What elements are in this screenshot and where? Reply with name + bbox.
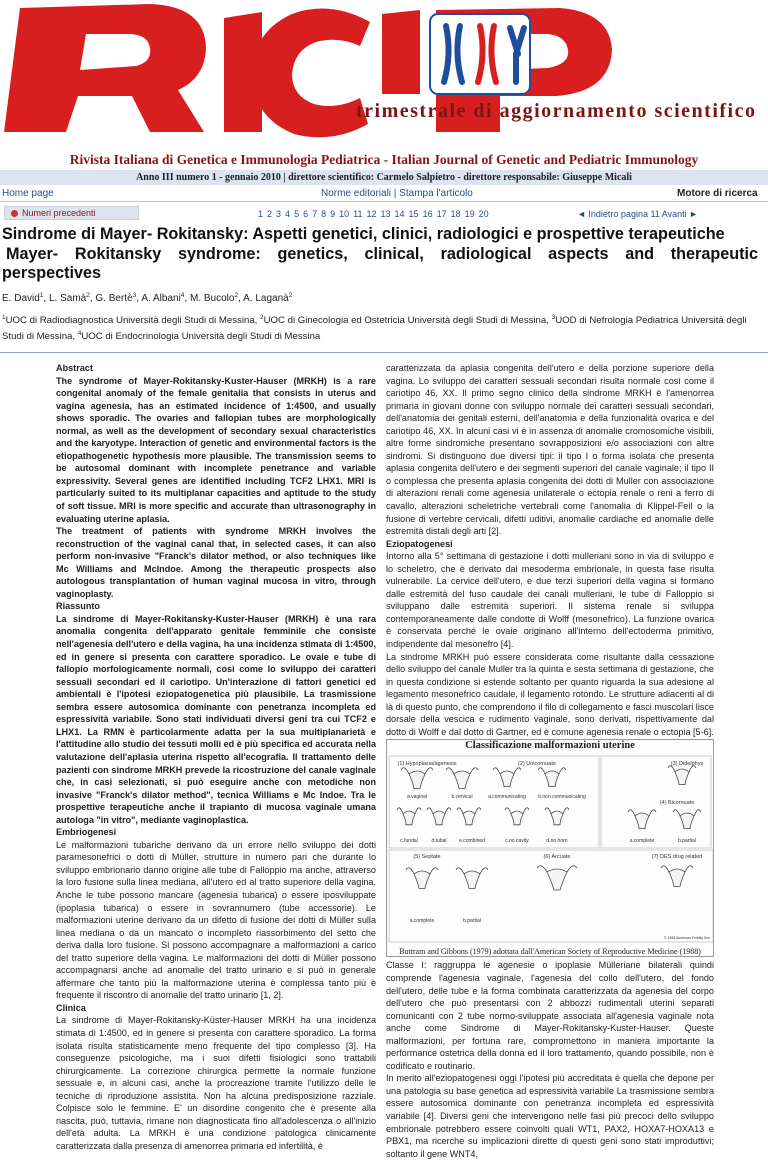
page-number-link[interactable]: 4 <box>285 209 291 219</box>
page-number-link[interactable]: 12 <box>366 209 377 219</box>
panel-label: (3) Didelphys <box>670 761 704 768</box>
panel-label: (7) DES drug related <box>651 854 703 861</box>
article-title <box>2 225 758 284</box>
affiliation: UOD di Nefrologia Pediatrica <box>555 315 679 326</box>
ricip-logo <box>0 0 768 150</box>
panel-sub: a.complete <box>409 918 435 925</box>
panel-sub: b.non communicating <box>538 794 586 801</box>
panel-sub: c.no cavity <box>505 838 529 845</box>
page-number-link[interactable]: 16 <box>422 209 433 219</box>
uterus-shape <box>511 811 523 825</box>
affil-sup: 1 <box>2 314 6 321</box>
page-number-link[interactable]: 7 <box>312 209 318 219</box>
abstract-text-2: The treatment of patients with syndrome MRKH involves the reconstruction of the vaginal canal that, in selected cases, it can also perform non-invasive "Franck's dilator method, or also techniques like Mc Williams and McIndoe. Among the therapeutic prospects also autologous transplantation of human vaginal mucosa in vitro, through vaginoplasty. <box>56 526 376 599</box>
page-number-link[interactable]: 8 <box>321 209 327 219</box>
chromosome-emblem <box>430 14 530 94</box>
author-name: M. Bucolo <box>189 293 235 304</box>
affiliation: UOC di Endocrinologia Università degli Studi di Messina <box>81 331 321 342</box>
logo-letter-i-2 <box>382 10 420 94</box>
right-column <box>386 362 714 1160</box>
page-number-link[interactable]: 10 <box>339 209 350 219</box>
panel-sub: b.partial <box>678 838 696 845</box>
panel-label: (5) Septate <box>413 854 441 861</box>
embriogenesi-text: Le malformazioni tubariche derivano da un errore nello sviluppo dei dotti paramesonefrici o dotti di Müller, strutture in numero pari che durante lo sviluppo embrionario danno origine alle tube di Falloppio ma anche, attraverso la loro fusione sulla linea mediana, all'utero ed al tratto superiore della vagina. Anche le tube possono mancare (agenesia tubarica) o essere iposviluppate (ipoplasia tubarica) o essere in sovrannumero (tube accessorie). Le malformazioni uterine derivano da un difetto di fusione dei dotti di Müller sulla linea mediana o da un mancato o incompleto riassorbimento del setto che deriva dalla loro fusione. Si possono accompagnare a malformazioni a carico del tratto superiore della vagina. Le malformazioni dei dotti di Müller possono accompagnarsi anche ad anomalie del tratto urinario e si può in generale affermare che tanto più la malformazione uterina è complessa tanto più è frequente il riscontro di anomalie del tratto urinario [1, 2]. <box>56 839 376 1001</box>
panel-sub: a.communicating <box>488 794 526 801</box>
panel-box <box>389 850 713 942</box>
author-sup: 2 <box>288 292 293 299</box>
eziopatogenesi-text-2: La sindrome MRKH può essere considerata come risultante dalla cessazione dello sviluppo del canale Muller tra la quinta e sesta settimana di gestazione, che in questa condizione si estende soltanto per quanto riguarda la sua adesione al legamento mesonefrico caudale, il legamento rotondo. Le strutture adiacenti al di là di questo punto, che comprendono il filo di collegamento e fasci muscolari lisce dorsale della vescica e rudimento vaginale, sono derivati, rispettivamente dal dotto di Wolff e dal dotto di Gartner, ed è comune agenesia renale o ectopia [5-6]. <box>386 651 714 737</box>
article-title-en-2: perspectives <box>2 264 101 282</box>
logo-letter-c <box>252 9 370 138</box>
page-number-link[interactable]: 13 <box>380 209 391 219</box>
panel-sub: c.fundal <box>400 838 418 845</box>
author-sup: 2 <box>234 292 239 299</box>
affiliation: Università degli Studi di Messina, <box>2 315 747 342</box>
panel-sub: b.cervical <box>451 794 473 801</box>
page-number-link[interactable]: 11 <box>353 209 363 219</box>
page-number-link[interactable]: 18 <box>450 209 461 219</box>
panel-label: (6) Arcuate <box>543 854 571 861</box>
bullet-icon <box>11 210 18 217</box>
affil-sup: 2 <box>260 314 264 321</box>
affil-sup: 3 <box>551 314 556 321</box>
nav-divider <box>0 201 768 202</box>
uterus-shape <box>500 771 514 787</box>
panel-label: (1) Hypoplasia/agenesis <box>397 761 457 768</box>
panel-sub: d.tubal <box>431 838 447 845</box>
clinica-heading: Clinica <box>56 1002 86 1013</box>
panel-box <box>601 756 711 848</box>
author-name: L. Samà <box>48 293 87 304</box>
page-number-link[interactable]: 2 <box>267 209 273 219</box>
clinica-text: La sindrome di Mayer-Rokitansky-Küster-Hauser MRKH ha una incidenza stimata di 1:4500, ed in genere si presenta con carattere sporadico. La forma isolata risulta statisticamente meno frequente del tipo complesso [3]. Ha conseguenze psicologiche, ma i suoi difetti fisiologici sono trattabili chirurgicamente. La correzione chirurgica permette la normale funzione sessuale e, in alcuni casi, anche la procreazione tramite l'utilizzo delle le tecniche di riproduzione assistita. Non ha alcuna predisposizione razziale. Colpisce solo le femmine. E' un disordine congenito che è presente alla nascita, può, tuttavia, rimane non diagnosticata fino all'adolescenza o all'inizio dell'età adulta. La MRKH è una condizione patologica clinicamente caratterizzata dalla presenza di amenorrea primaria ed infertilità, è <box>56 1015 376 1151</box>
eziopatogenesi-text: Intorno alla 5° settimana di gestazione i dotti mulleriani sono in via di sviluppo e lo scheletro, che è derivato dal mesoderma embrionale, in questa fase risulta vulnerabile. La cervice dell'utero, e due terzi superiori della vagina si formano dalle estremità del fuso caudale dei canali mulleriani, le tube di Falloppio si sviluppano dalle estremità superiori. Il sistema renale si sviluppa contemporaneamente dalle condotte di Wolff (mesonefrico). La funzione ovarica è conservata perché le ovaie originano all'interno dell'ectoderma primitivo, indipendente dal mesonefro [4]. <box>386 551 714 650</box>
uterus-shape <box>680 813 694 829</box>
figure-drawing <box>387 754 713 946</box>
logo-tagline: trimestrale di aggiornamento scientifico <box>356 100 757 122</box>
author-name: A. Albani <box>141 293 181 304</box>
page-number-link[interactable]: 9 <box>330 209 336 219</box>
affil-sup: 4 <box>77 330 82 337</box>
page-number-link[interactable]: 17 <box>436 209 447 219</box>
author-sup: 4 <box>180 292 185 299</box>
panel-label: (2) Unicornuate <box>518 761 556 768</box>
page-number-link[interactable]: 15 <box>408 209 419 219</box>
riassunto-heading: Riassunto <box>56 601 100 612</box>
author-sup: 3 <box>132 292 137 299</box>
uterus-shape <box>669 869 685 886</box>
author-name: A. Laganà <box>243 293 289 304</box>
panel-sub: d.no horn <box>546 838 568 845</box>
header-divider <box>0 352 768 353</box>
page-number-link[interactable]: 1 <box>258 209 264 219</box>
panel-sub: b.partial <box>463 918 481 925</box>
uterus-shape <box>463 811 475 825</box>
article-title-en: Mayer- Rokitansky syndrome: genetics, clinical, radiological aspects and therapeutic <box>6 244 758 263</box>
uterine-malformation-figure <box>386 739 714 957</box>
page-number-link[interactable]: 19 <box>464 209 475 219</box>
uterus-shape <box>545 771 559 787</box>
eziopatogenesi-heading: Eziopatogenesi <box>386 538 453 549</box>
abstract-heading: Abstract <box>56 363 93 373</box>
previous-issues-label: Numeri precedenti <box>22 208 96 218</box>
uterus-shape <box>551 811 563 825</box>
panel-sub: a.vaginal <box>406 794 428 801</box>
uterus-shape <box>464 871 480 888</box>
norme-stampa-link[interactable]: Norme editoriali | Stampa l'articolo <box>321 188 473 199</box>
logo-letter-r <box>4 4 206 132</box>
pager[interactable]: ◄ Indietro pagina 11 Avanti ► <box>577 209 699 219</box>
home-page-link[interactable]: Home page <box>2 188 54 199</box>
page-number-list <box>258 209 493 219</box>
uterus-shape <box>454 771 470 788</box>
body-paragraph: Classe I: raggruppa le agenesie o ipoplasie Mülleriane bilaterali quindi comprende l'agenesia vaginale, l'agenesia del collo dell'utero, del fondo dell'utero, delle tube e la forma combinata caratterizzata da agenesia del corpo dell'utero che può presentarsi con 2 abbozzi rudimentali uterini separati comunicanti con 2 tube normo-sviluppate associata all'agenesia vaginale nota anche come Sindrome di Mayer-Rokitansky-Kuster-Hauser. Queste malformazioni, per fortuna rare, compromettono in maniera importante la performance ostetrica della donna ed il loro trattamento, quando possibile, non è codificato e routinario. <box>386 960 714 1071</box>
body-paragraph: caratterizzata da aplasia congenita dell'utero e della porzione superiore della vagina. Lo sviluppo dei caratteri sessuali secondari risulta normale così come il cariotipo 46, XX. Il primo segno clinico della sindrome MRKH è l'amenorrea primaria in giovani donne con sviluppo normale dei caratteri sessuali secondari, dell'anatomia dei genitali esterni, dell'anatomia e della funzionalità ovarica e del cariotipo 46, XX. In alcuni casi vi è in assenza di anomalie cromosomiche visibili, altre forme sindromiche presentano sovrapposizioni e/o associazioni con altre sindromi. Si distinguono due diversi tipi: il tipo I o forma isolata che presenta aplasia congenita dell'utero e dei segmenti superiori del canale vaginale; il tipo II o complessa che presenta aplasia congenita dei dotti di Muller con associazione di alterazioni renali come agenesia unilaterale o ectopia renale o reni a ferro di cavallo, alterazioni scheletriche vertebrali come l'anomalia di Klippel-Feil o la fusione di vertebre cervicali, difetti uditivi, anomalie cardiache ed anomalie delle estremità distali degli arti [2]. <box>386 363 714 537</box>
affiliations <box>2 313 766 345</box>
uterus-shape <box>635 813 649 829</box>
page-number-link[interactable]: 20 <box>478 209 489 219</box>
abstract-text: The syndrome of Mayer-Rokitansky-Kuster-Hauser (MRKH) is a rare congenital anomaly of the female genitalia that consists in uterus and vagina agenesia, has an estimated incidence of 1:4500, and usually shows sporadic. The ovaries and fallopian tubes are morphologically normal, as well as the development of secondary sexual characteristics and the karyotype. Interaction of genetic and environmental factors is the etiopathogenetic hypothesis more plausible. The transmission seems to be autosomal dominant with incomplete penetrance and variable expressivity. Several genes are identified including TCF2 LHX1. MRI is particularly suited to its multiplanar capacities and aptitude to the study of soft tissue. MRI is more specific and accurate than ultrasonography in evaluating uterine aplasia. <box>56 375 376 524</box>
author-sup: 1 <box>39 292 44 299</box>
body-paragraph: In merito all'eziopatogenesi oggi l'ipotesi più accreditata è quella che depone per una patologia su base genetica ad espressività variabile La trasmissione sembra essere autosomica dominante con penetranza incompleta ed espressività variabile [4]. Diversi geni che intervengono nelle fasi più precoci dello sviluppo embrionale potrebbero essere coinvolti quali WT1, PAX2, HOXA7-HOXA13 e PBX1, ma ricerche su implicazioni dirette di questi geni sono stati improduttivi; soltanto il gene WNT4, <box>386 1073 714 1159</box>
uterus-shape <box>409 771 425 788</box>
author-sup: 2 <box>86 292 90 299</box>
page-number-link[interactable]: 6 <box>303 209 309 219</box>
affiliation: UOC di Ginecologia ed Ostetricia Università degli Studi di Messina, <box>263 315 549 326</box>
riassunto-text: La sindrome di Mayer-Rokitansky-Kuster-Hauser (MRKH) è una rara anomalia congenita dell'apparato genitale femminile che consiste nell'agenesia dell'utero e della vagina, ha una incidenza stimata di 1:4500, ed in genere si presenta con carattere sporadico. Le ovaie e tube di fallopio morfologicamente normali, così come lo sviluppo dei caratteri sessuali secondari ed il cariotipo. Un'interazione di fattori genetici ed ambientali è l'ipotesi eziopatogenetica più plausibile. La trasmissione sembra essere autosomica dominante con penetranza incompleta ed espressività variabile. Sono stati individuati diversi geni tra cui TCF2 e LHX1. La RMN è particolarmente adatta per la sua multiplanarietà e l'attitudine allo studio dei tessuti molli ed è più specifica ed accurata nella valutazione dell'aplasia uterina rispetto all'ecografia. Il trattamento delle pazienti con sindrome MRKH prevede la ricostruzione del canale vaginale che, in casi selezionati, si può eseguire anche con metodiche non invasive "Franck's dilator method", tecnica Williams e Mc Indoe. Tra le prospettive terapeutiche anche il trapianto di mucosa vaginale umana autologa "in vitro", mediante vaginoplastica. <box>56 613 376 825</box>
author-name: G. Bertè <box>95 293 133 304</box>
figure-credit: Buttram and Gibbons (1979) adottata dall'American Society of Reproductive Medicine (1988) <box>399 947 701 957</box>
page-number-link[interactable]: 5 <box>294 209 300 219</box>
page-number-link[interactable]: 3 <box>276 209 282 219</box>
previous-issues-button[interactable] <box>4 206 139 220</box>
uterus-shape <box>547 869 567 890</box>
page-number-link[interactable]: 14 <box>394 209 405 219</box>
uterus-shape <box>414 871 430 888</box>
issue-bar: Anno III numero 1 - gennaio 2010 | direttore scientifico: Carmelo Salpietro - direttore responsabile: Giuseppe Micali <box>0 170 768 185</box>
journal-title: Rivista Italiana di Genetica e Immunologia Pediatrica - Italian Journal of Genetic and Pediatric Immunology <box>69 152 699 167</box>
figure-copyright: © 1988 American Fertility Soc <box>663 936 711 941</box>
author-list: E. David$^1$, L. Samà$^2$, G. Bertè$^3$, A. Albani$^4$, M. Bucolo$^2$, A. Laganà$^2$ <box>2 292 293 304</box>
article-title-it: Sindrome di Mayer- Rokitansky: Aspetti genetici, clinici, radiologici e prospettive terapeutiche <box>2 225 725 243</box>
uterus-shape <box>403 811 415 825</box>
embriogenesi-heading: Embriogenesi <box>56 827 117 838</box>
affiliation: UOC di Radiodiagnostica Università degli Studi di Messina, <box>5 315 258 326</box>
uterus-shape <box>433 811 445 825</box>
author-name: E. David <box>2 293 40 304</box>
uterus-shape <box>675 769 689 785</box>
search-engine-link[interactable]: Motore di ricerca <box>677 188 758 199</box>
panel-label: (4) Bicornuate <box>659 800 695 807</box>
masthead <box>0 0 768 150</box>
left-column <box>56 362 376 1152</box>
panel-box <box>389 756 599 848</box>
figure-title: Classificazione malformazioni uterine <box>465 740 635 752</box>
panel-sub: e.combined <box>459 838 485 845</box>
panel-sub: a.complete <box>629 838 655 845</box>
